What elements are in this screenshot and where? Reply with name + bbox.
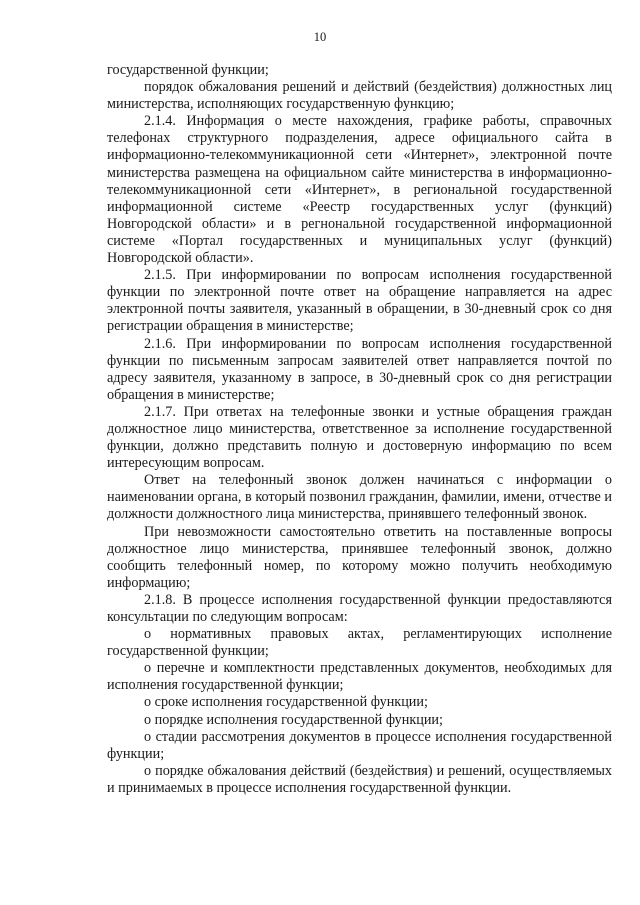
page-number: 10 xyxy=(313,30,327,44)
paragraph-2-1-7: 2.1.7. При ответах на телефонные звонки и устные обращения граждан должностное лицо министерства, ответственное за исполнение государственной функции, должно представить полную и достоверную информацию по всем интересующим вопросам. xyxy=(107,403,612,472)
paragraph-2-1-8: 2.1.8. В процессе исполнения государственной функции предоставляются консультации по следующим вопросам: xyxy=(107,591,612,625)
list-item-documents: о перечне и комплектности представленных документов, необходимых для исполнения государственной функции; xyxy=(107,660,612,694)
paragraph-inability: При невозможности самостоятельно ответить на поставленные вопросы должностное лицо министерства, принявшее телефонный звонок, должно сообщить телефонный номер, по которому можно получить необходимую информацию; xyxy=(107,523,612,591)
paragraph-2-1-6: 2.1.6. При информировании по вопросам исполнения государственной функции по письменным запросам заявителей ответ направляется почтой по адресу заявителя, указанному в запросе, в 30-дневный срок со дня регистрации обращения в министерстве; xyxy=(107,335,612,403)
list-item-procedure: о порядке исполнения государственной функции; xyxy=(144,711,443,728)
body-text xyxy=(107,62,612,797)
list-item-appeal: о порядке обжалования действий (бездействия) и решений, осуществляемых и принимаемых в процессе исполнения государственной функции. xyxy=(107,762,612,796)
paragraph-2-1-4: 2.1.4. Информация о месте нахождения, графике работы, справочных телефонах структурного подразделения, адресе официального сайта в информационно-телекоммуникационной сети «Интернет», электронной почте министерства размещена на официальном сайте министерства в информационно-телекоммуникационной сети «Интернет», в региональной государственной информационной системе «Реестр государственных услуг (функций) Новгородской области» и в регнональной государственной информационной системе «Портал государственных и муниципальных услуг (функций) Новгородской области». xyxy=(107,113,612,267)
paragraph-1: государственной функции; xyxy=(107,62,269,78)
list-item-normative-acts: о нормативных правовых актах, регламентирующих исполнение государственной функции; xyxy=(107,626,612,660)
paragraph-phone-answer: Ответ на телефонный звонок должен начинаться с информации о наименовании органа, в который позвонил гражданин, фамилии, имени, отчестве и должности должностного лица министерства, принявшего телефонный звонок. xyxy=(107,472,612,523)
list-item-stage: о стадии рассмотрения документов в процессе исполнения государственной функции; xyxy=(107,728,612,762)
paragraph-2: порядок обжалования решений и действий (бездействия) должностных лиц министерства, исполняющих государственную функцию; xyxy=(107,79,612,113)
paragraph-2-1-5: 2.1.5. При информировании по вопросам исполнения государственной функции по электронной почте ответ на обращение направляется на адрес электронной почты заявителя, указанный в обращении, в 30-дневный срок со дня регистрации обращения в министерстве; xyxy=(107,267,612,335)
list-item-deadline: о сроке исполнения государственной функции; xyxy=(144,694,428,711)
